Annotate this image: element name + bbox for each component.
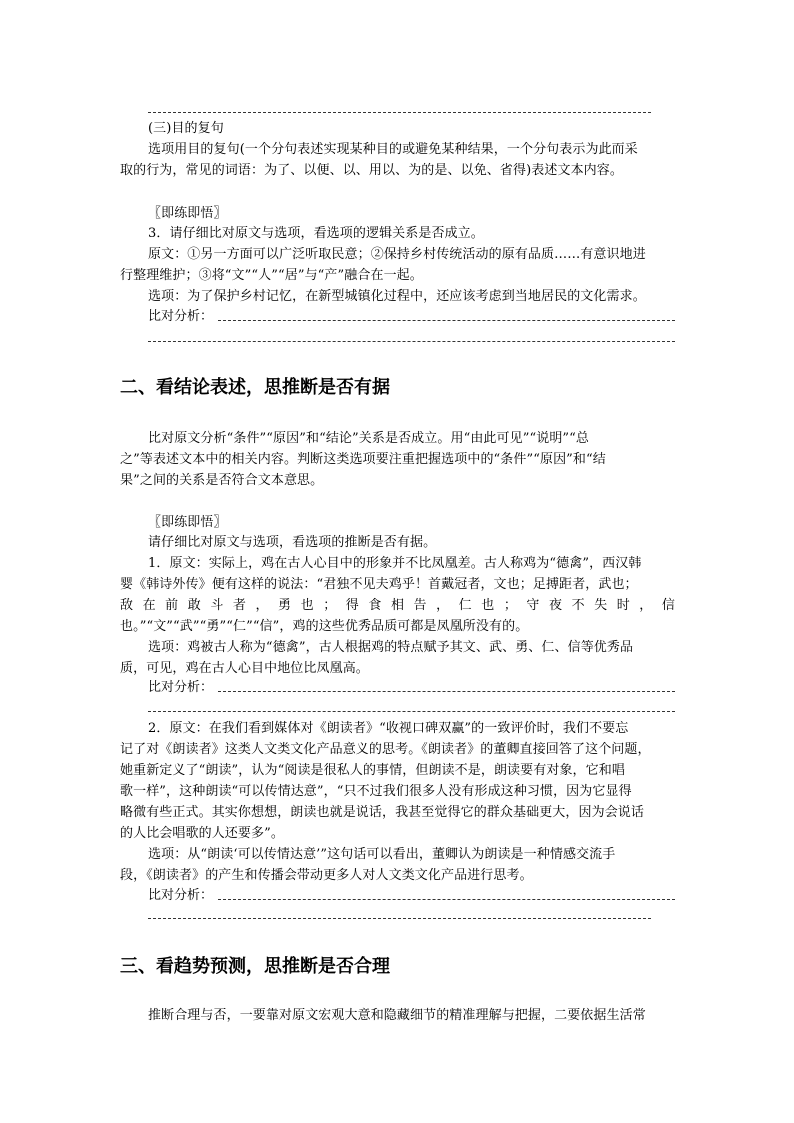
- paragraph-line: 果”之间的关系是否符合文本意思。: [120, 473, 324, 488]
- original-text-line: 1．原文：实际上，鸡在古人心目中的形象并不比凤凰差。古人称鸡为“德禽”，西汉韩: [148, 556, 642, 571]
- option-text-line: 段，《朗读者》的产生和传播会带动更多人对人文类文化产品进行思考。: [120, 868, 533, 883]
- option-text: 选项：为了保护乡村记忆，在新型城镇化过程中，还应该考虑到当地居民的文化需求。: [148, 289, 646, 304]
- original-text-line: 也。”“文”“武”“勇”“仁”“信”，鸡的这些优秀品质可都是凤凰所没有的。: [120, 619, 529, 634]
- answer-line: [148, 918, 651, 919]
- compare-analysis-field[interactable]: [148, 886, 675, 906]
- original-text-line: 婴《韩诗外传》便有这样的说法：“君独不见夫鸡乎！首戴冠者，文也；足搏距者，武也；: [120, 577, 638, 592]
- practice-title: 〖即练即悟〗: [148, 515, 227, 530]
- paragraph-line: 取的行为，常见的词语：为了、以便、以、用以、为的是、以免、省得)表述文本内容。: [120, 163, 623, 178]
- option-text-line: 选项：从“朗读‘可以传情达意’”这句话可以看出，董卿认为朗读是一种情感交流手: [148, 847, 616, 862]
- compare-analysis-label: 比对分析：: [148, 888, 214, 903]
- subheading-purpose-clause: (三)目的复句: [148, 121, 224, 136]
- section-heading-trend: 三、看趋势预测，思推断是否合理: [120, 956, 390, 977]
- question-prompt: 请仔细比对原文与选项，看选项的推断是否有据。: [148, 535, 437, 550]
- original-text-line: 记了对《朗读者》这类人文类文化产品意义的思考。《朗读者》的董卿直接回答了这个问题，: [120, 742, 651, 757]
- answer-line: [218, 691, 675, 692]
- answer-line: [218, 899, 675, 900]
- original-text-line: 敌在前敢斗者，勇也；得食相告，仁也；守夜不失时，信: [120, 598, 675, 613]
- answer-line: [148, 711, 675, 712]
- compare-analysis-label: 比对分析：: [148, 309, 214, 324]
- answer-line: [148, 112, 651, 113]
- paragraph-line: 选项用目的复句(一个分句表述实现某种目的或避免某种结果，一个分句表示为此而采: [148, 142, 638, 157]
- compare-analysis-field[interactable]: [148, 307, 675, 327]
- original-text-line: 的人比会唱歌的人还要多”。: [120, 826, 284, 841]
- original-text-line: 行整理维护；③将“文”“人”“居”与“产”融合在一起。: [120, 268, 423, 283]
- section-heading-conclusion: 二、看结论表述，思推断是否有据: [120, 377, 390, 398]
- original-text-line: 原文：①另一方面可以广泛听取民意；②保持乡村传统活动的原有品质……有意识地进: [148, 247, 646, 262]
- paragraph-line: 比对原文分析“条件”“原因”和“结论”关系是否成立。用“由此可见”“说明”“总: [148, 431, 590, 446]
- original-text-line: 略微有些正式。其实你想想，朗读也就是说话，我甚至觉得它的群众基础更大，因为会说话: [120, 805, 645, 820]
- original-text-line: 她重新定义了“朗读”，认为“阅读是很私人的事情，但朗读不是，朗读要有对象，它和唱: [120, 763, 625, 778]
- compare-analysis-field[interactable]: [148, 678, 675, 698]
- paragraph-line: 之”等表述文本中的相关内容。判断这类选项要注重把握选项中的“条件”“原因”和“结: [120, 452, 606, 467]
- practice-title: 〖即练即悟〗: [148, 206, 227, 221]
- paragraph-line: 推断合理与否，一要靠对原文宏观大意和隐藏细节的精准理解与把握，二要依据生活常: [148, 1008, 646, 1023]
- answer-line: [148, 341, 675, 342]
- question-prompt: 3．请仔细比对原文与选项，看选项的逻辑关系是否成立。: [148, 226, 484, 241]
- option-text-line: 选项：鸡被古人称为“德禽”，古人根据鸡的特点赋予其文、武、勇、仁、信等优秀品: [148, 640, 634, 655]
- option-text-line: 质，可见，鸡在古人心目中地位比凤凰高。: [120, 661, 369, 676]
- original-text-line: 2．原文：在我们看到媒体对《朗读者》“收视口碑双赢”的一致评价时，我们不要忘: [148, 721, 629, 736]
- original-text-line: 歌一样”，这种朗读“可以传情达意”，“只不过我们很多人没有形成这种习惯，因为它显得: [120, 784, 632, 799]
- answer-line: [218, 320, 675, 321]
- compare-analysis-label: 比对分析：: [148, 680, 214, 695]
